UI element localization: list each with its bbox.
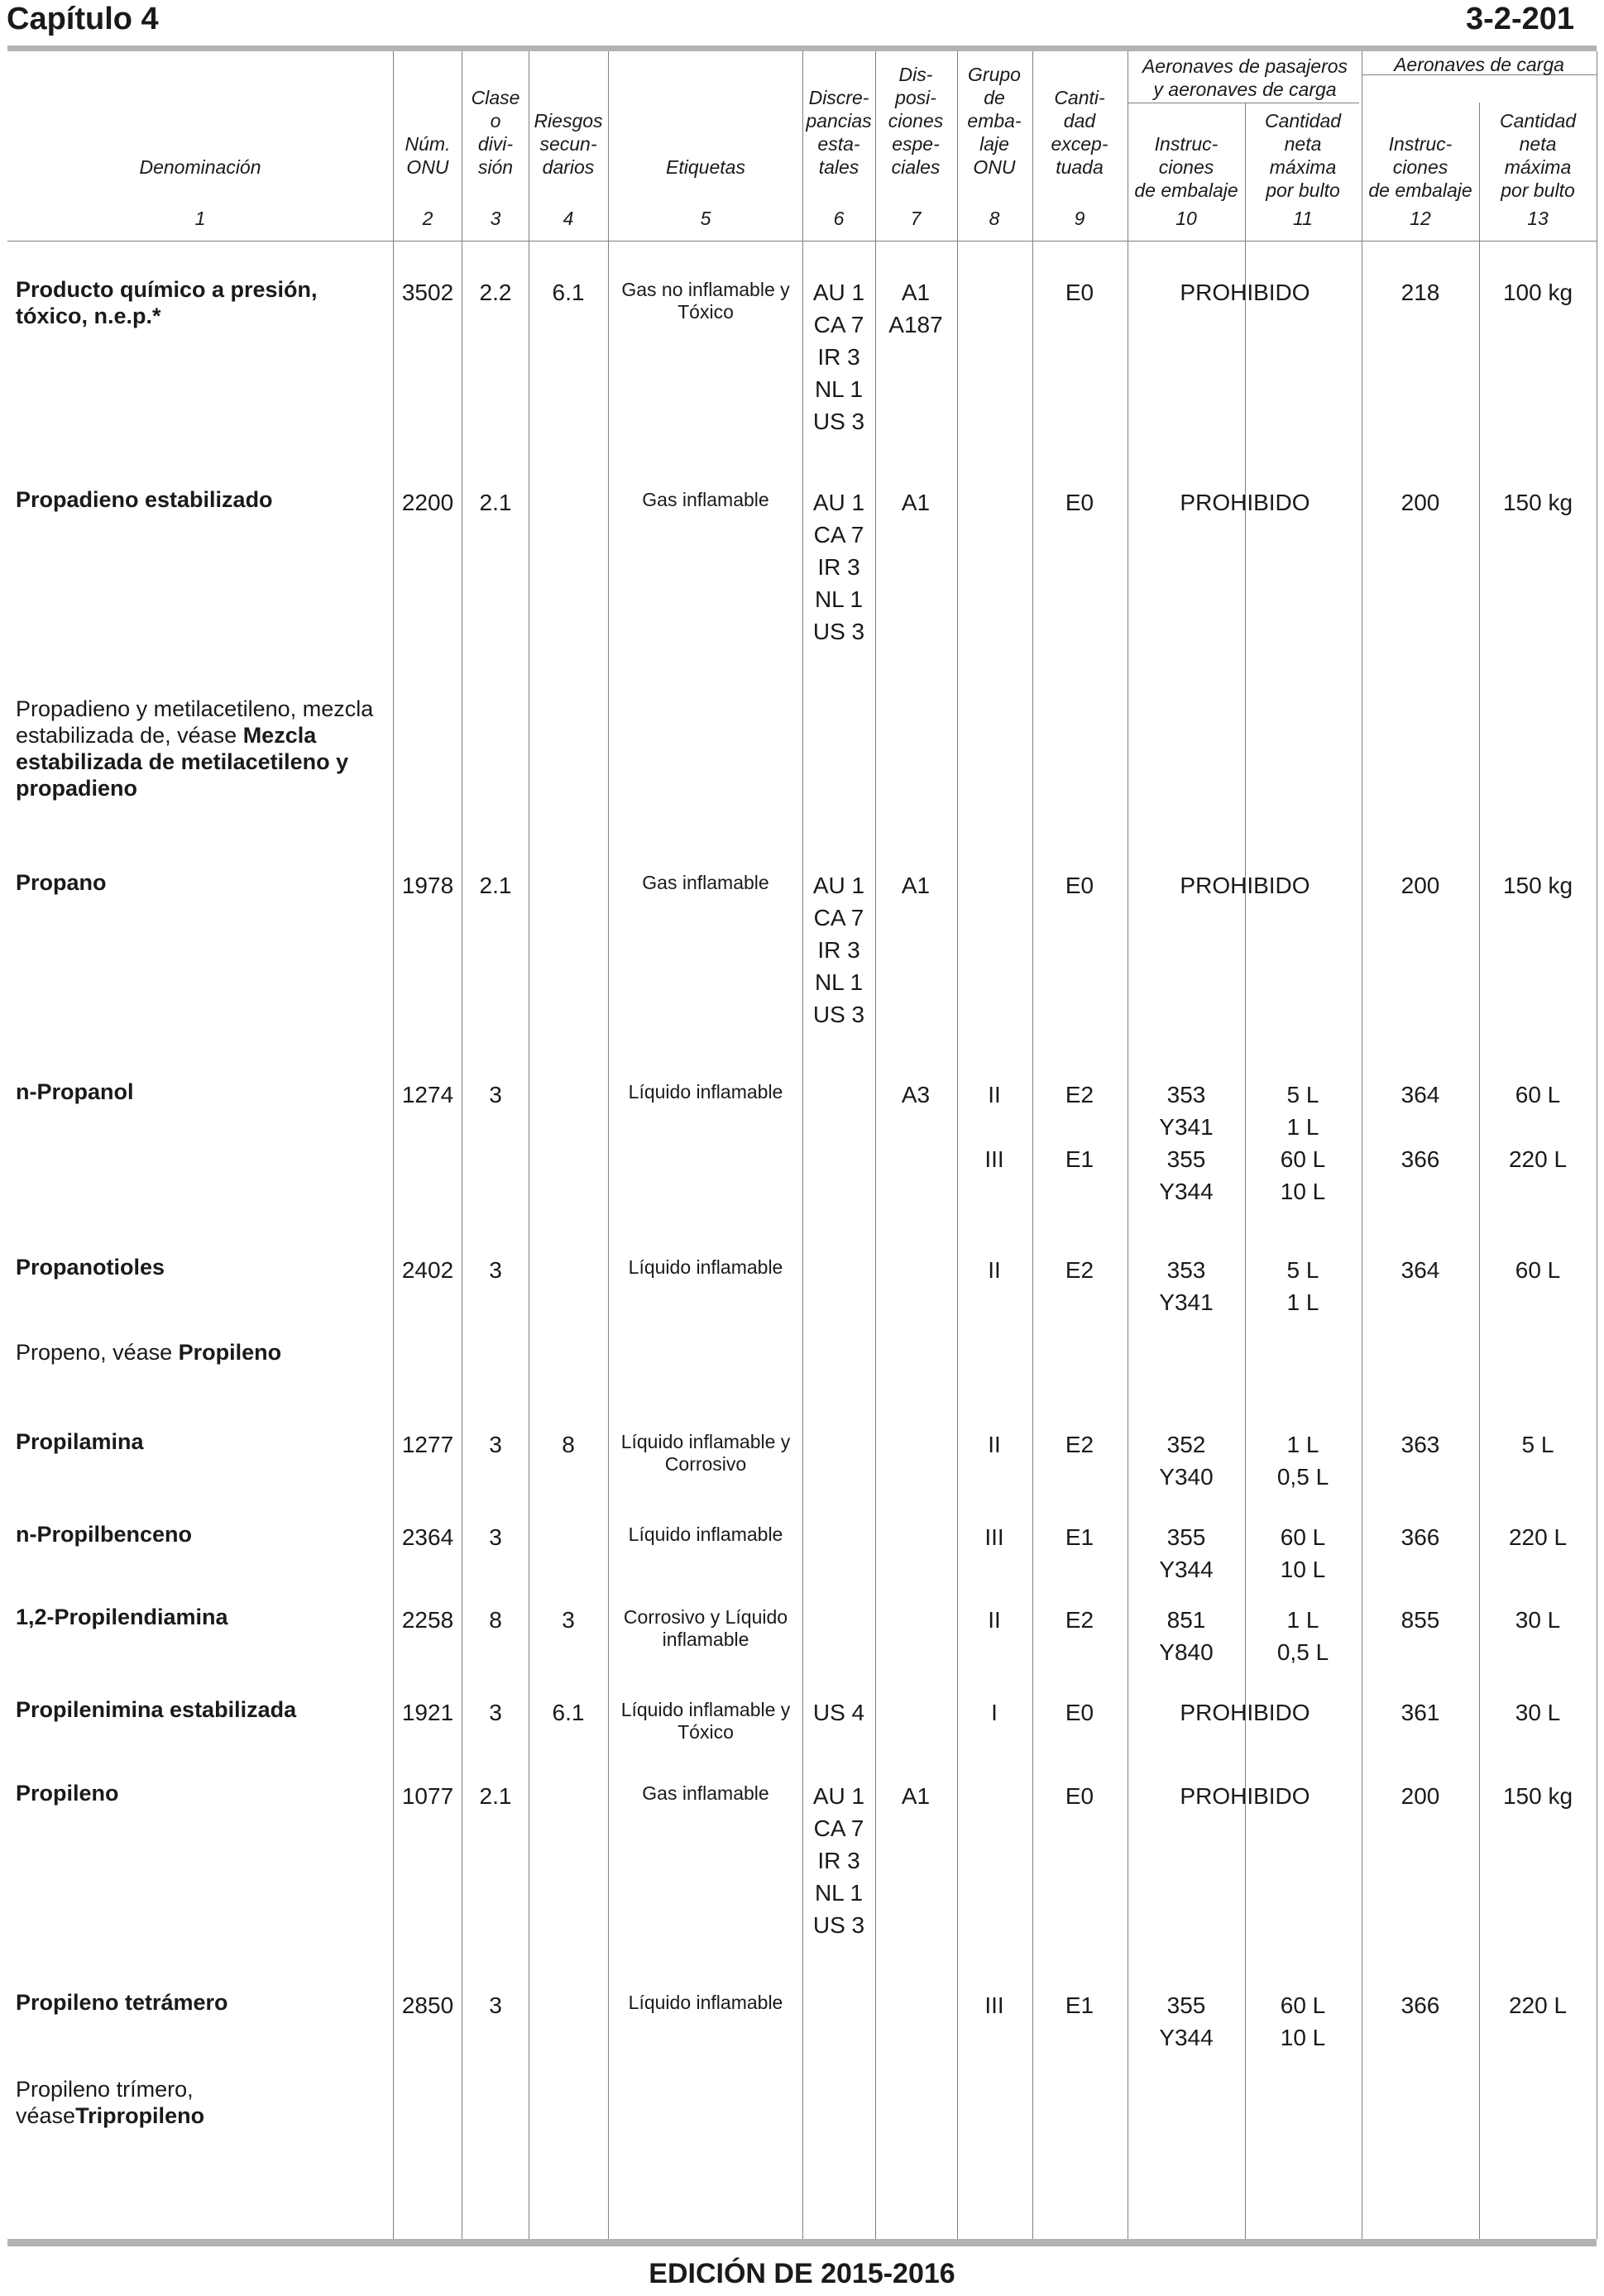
- hazard-label-line: Líquido inflamable: [628, 1256, 783, 1278]
- see-also-text: Propadieno y metilacetileno, mezcla: [16, 696, 374, 721]
- prohibited-status: PROHIBIDO: [1180, 280, 1310, 305]
- cargo-packing-instruction: 364: [1401, 1082, 1440, 1107]
- special-provision: A1: [901, 873, 931, 898]
- header-pax-group-line: Aeronaves de pasajeros: [1142, 55, 1348, 77]
- header-cantidad-exceptuada-line: Canti-: [1054, 87, 1105, 108]
- state-variation: CA 7: [813, 905, 864, 930]
- subsidiary-risk: 6.1: [552, 280, 585, 305]
- header-pax-group: [1142, 55, 1348, 101]
- pax-max-quantity: 5 L: [1286, 1257, 1319, 1283]
- class-division: 2.2: [479, 280, 512, 305]
- header-cantidad-exceptuada-line: dad: [1063, 110, 1096, 132]
- un-number: 2402: [401, 1257, 454, 1283]
- header-cantidad-exceptuada-line: tuada: [1056, 156, 1104, 178]
- substance-name: [16, 869, 388, 896]
- column-divider: [875, 51, 876, 2239]
- header-cargo-group: [1394, 53, 1564, 76]
- see-also-entry: [16, 696, 388, 801]
- class-division: 2.1: [479, 1783, 512, 1809]
- un-number: 1077: [401, 1783, 454, 1809]
- cargo-max-quantity: 60 L: [1515, 1082, 1561, 1107]
- header-clase-line: o: [490, 110, 501, 132]
- state-variation: NL 1: [814, 586, 864, 612]
- state-variation: NL 1: [814, 1880, 864, 1906]
- bottom-rule: [7, 2239, 1597, 2246]
- header-cargo-instrucciones-line: de embalaje: [1368, 179, 1472, 201]
- column-number: 9: [1074, 208, 1085, 229]
- hazard-label: [621, 279, 789, 323]
- special-provision: A187: [888, 312, 943, 337]
- hazard-label-line: Corrosivo: [664, 1453, 747, 1475]
- header-num-onu-line: Núm.: [405, 133, 451, 155]
- state-variation: US 3: [812, 1002, 865, 1027]
- see-also-target: propadieno: [16, 776, 137, 801]
- header-etiquetas-line: Etiquetas: [666, 156, 745, 178]
- packing-group: I: [991, 1700, 998, 1725]
- column-number: 8: [989, 208, 1000, 229]
- header-pax-group-line: y aeronaves de carga: [1153, 79, 1337, 100]
- un-number: 1274: [401, 1082, 454, 1107]
- header-grupo: [967, 63, 1021, 179]
- excepted-quantity: E2: [1065, 1432, 1094, 1457]
- column-divider: [608, 51, 609, 2239]
- see-also-target: Mezcla: [242, 723, 317, 748]
- prohibited-status: PROHIBIDO: [1180, 1783, 1310, 1809]
- subsidiary-risk: 6.1: [552, 1700, 585, 1725]
- state-variation: IR 3: [817, 344, 860, 370]
- excepted-quantity: E0: [1065, 490, 1094, 515]
- class-division: 3: [489, 1432, 502, 1457]
- header-pax-cantidad-line: máxima: [1269, 156, 1337, 178]
- hazard-label-line: Líquido inflamable: [628, 1081, 783, 1103]
- state-variation: IR 3: [817, 554, 860, 580]
- excepted-quantity: E0: [1065, 280, 1094, 305]
- header-disposiciones-line: posi-: [895, 87, 936, 108]
- substance-name: [16, 1254, 388, 1280]
- pax-max-quantity: 1 L: [1286, 1114, 1319, 1140]
- hazard-label: [629, 1256, 783, 1279]
- class-division: 3: [489, 1992, 502, 2018]
- column-divider: [393, 51, 394, 2239]
- pax-max-quantity: 60 L: [1280, 1146, 1326, 1172]
- header-discrepancias: [806, 86, 871, 179]
- pax-packing-instruction: 355: [1166, 1146, 1206, 1172]
- hazard-label-line: Líquido inflamable y: [620, 1431, 791, 1452]
- pax-packing-instruction: Y341: [1159, 1289, 1214, 1315]
- header-num-onu: [405, 132, 451, 179]
- state-variation: AU 1: [812, 873, 865, 898]
- pax-packing-instruction: 355: [1166, 1992, 1206, 2018]
- substance-name: [16, 1521, 388, 1547]
- pax-max-quantity: 10 L: [1280, 1557, 1326, 1582]
- header-discrepancias-line: tales: [818, 156, 859, 178]
- state-variation: CA 7: [813, 1815, 864, 1841]
- cargo-max-quantity: 150 kg: [1502, 873, 1573, 898]
- cargo-packing-instruction: 364: [1401, 1257, 1440, 1283]
- header-riesgos: [534, 109, 602, 179]
- hazard-label: [629, 1081, 783, 1103]
- substance-name-line: 1,2-Propilendiamina: [16, 1605, 228, 1629]
- header-clase-line: sión: [477, 156, 514, 178]
- hazard-label-line: Tóxico: [678, 301, 734, 323]
- cargo-packing-instruction: 363: [1401, 1432, 1440, 1457]
- header-pax-cantidad-line: neta: [1284, 133, 1322, 155]
- see-also-target: Propileno: [178, 1340, 282, 1365]
- excepted-quantity: E0: [1065, 873, 1094, 898]
- substance-name-line: Propilamina: [16, 1429, 144, 1454]
- header-cargo-cantidad-line: máxima: [1504, 156, 1572, 178]
- pax-max-quantity: 10 L: [1280, 2025, 1326, 2050]
- header-pax-instrucciones: [1134, 132, 1238, 202]
- pax-packing-instruction: Y344: [1159, 2025, 1214, 2050]
- excepted-quantity: E1: [1065, 1992, 1094, 2018]
- cargo-max-quantity: 220 L: [1508, 1146, 1568, 1172]
- header-pax-instrucciones-line: ciones: [1158, 156, 1214, 178]
- state-variation: CA 7: [813, 522, 864, 548]
- header-disposiciones-line: espe-: [892, 133, 940, 155]
- pax-max-quantity: 0,5 L: [1276, 1639, 1329, 1665]
- edition-footer: EDICIÓN DE 2015-2016: [649, 2258, 955, 2289]
- column-number: 5: [700, 208, 711, 229]
- pax-max-quantity: 1 L: [1286, 1607, 1319, 1633]
- prohibited-status: PROHIBIDO: [1180, 873, 1310, 898]
- packing-group: II: [988, 1607, 1001, 1633]
- prohibited-status: PROHIBIDO: [1180, 1700, 1310, 1725]
- substance-name: [16, 1428, 388, 1455]
- excepted-quantity: E1: [1065, 1146, 1094, 1172]
- packing-group: II: [988, 1432, 1001, 1457]
- un-number: 1921: [401, 1700, 454, 1725]
- hazard-label: [642, 1782, 768, 1805]
- state-variation: NL 1: [814, 969, 864, 995]
- substance-name-line: Propadieno estabilizado: [16, 487, 273, 512]
- cargo-packing-instruction: 366: [1401, 1992, 1440, 2018]
- column-number: 7: [910, 208, 922, 229]
- cargo-max-quantity: 30 L: [1515, 1700, 1561, 1725]
- header-denominacion-line: Denominación: [139, 156, 261, 178]
- hazard-label-line: Gas no inflamable y: [621, 279, 790, 300]
- excepted-quantity: E2: [1065, 1257, 1094, 1283]
- column-divider: [1245, 103, 1246, 2239]
- see-also-text: estabilizada de, véase: [16, 723, 243, 748]
- column-number: 2: [422, 208, 433, 229]
- pax-packing-instruction: Y340: [1159, 1464, 1214, 1490]
- hazard-label: [629, 1992, 783, 2014]
- header-cantidad-exceptuada: [1051, 86, 1108, 179]
- pax-packing-instruction: 353: [1166, 1257, 1206, 1283]
- un-number: 2364: [401, 1524, 454, 1550]
- column-number: 3: [490, 208, 501, 229]
- un-number: 1277: [401, 1432, 454, 1457]
- packing-group: III: [984, 1992, 1004, 2018]
- cargo-max-quantity: 60 L: [1515, 1257, 1561, 1283]
- state-variation: IR 3: [817, 1848, 860, 1873]
- header-grupo-line: ONU: [973, 156, 1016, 178]
- excepted-quantity: E2: [1065, 1082, 1094, 1107]
- column-number: 12: [1410, 208, 1431, 229]
- pax-max-quantity: 60 L: [1280, 1992, 1326, 2018]
- state-variation: US 3: [812, 619, 865, 644]
- special-provision: A1: [901, 280, 931, 305]
- substance-name-line: n-Propilbenceno: [16, 1522, 193, 1547]
- state-variation: CA 7: [813, 312, 864, 337]
- see-also-target: estabilizada de metilacetileno y: [16, 749, 349, 774]
- excepted-quantity: E0: [1065, 1700, 1094, 1725]
- hazard-label-line: inflamable: [662, 1629, 749, 1650]
- header-riesgos-line: Riesgos: [534, 110, 603, 132]
- hazard-label: [621, 1431, 791, 1476]
- substance-name-line: Propano: [16, 870, 107, 895]
- un-number: 2200: [401, 490, 454, 515]
- special-provision: A1: [901, 490, 931, 515]
- pax-max-quantity: 60 L: [1280, 1524, 1326, 1550]
- substance-name-line: Propanotioles: [16, 1255, 165, 1280]
- header-discrepancias-line: pancias: [806, 110, 872, 132]
- un-number: 2850: [401, 1992, 454, 2018]
- excepted-quantity: E2: [1065, 1607, 1094, 1633]
- un-number: 2258: [401, 1607, 454, 1633]
- hazard-label: [624, 1606, 788, 1651]
- excepted-quantity: E1: [1065, 1524, 1094, 1550]
- header-riesgos-line: secun-: [539, 133, 597, 155]
- hazard-label-line: Gas inflamable: [642, 489, 769, 510]
- cargo-max-quantity: 30 L: [1515, 1607, 1561, 1633]
- header-pax-instrucciones-line: de embalaje: [1134, 179, 1238, 201]
- pax-packing-instruction: 851: [1166, 1607, 1206, 1633]
- header-riesgos-line: darios: [542, 156, 595, 178]
- substance-name: [16, 1989, 388, 2016]
- cargo-packing-instruction: 200: [1401, 490, 1440, 515]
- substance-name: [16, 1780, 388, 1806]
- header-cargo-cantidad: [1500, 109, 1576, 202]
- pax-max-quantity: 1 L: [1286, 1289, 1319, 1315]
- cargo-packing-instruction: 366: [1401, 1524, 1440, 1550]
- state-variation: AU 1: [812, 280, 865, 305]
- substance-name-line: Producto químico a presión,: [16, 277, 318, 302]
- class-division: 8: [489, 1607, 502, 1633]
- class-division: 3: [489, 1524, 502, 1550]
- packing-group: II: [988, 1082, 1001, 1107]
- special-provision: A3: [901, 1082, 931, 1107]
- pax-max-quantity: 0,5 L: [1276, 1464, 1329, 1490]
- pax-packing-instruction: Y344: [1159, 1179, 1214, 1204]
- header-pax-cantidad: [1265, 109, 1341, 202]
- cargo-max-quantity: 150 kg: [1502, 490, 1573, 515]
- header-pax-cantidad-line: Cantidad: [1264, 110, 1342, 132]
- header-disposiciones-line: ciales: [891, 156, 941, 178]
- header-cargo-instrucciones-line: ciones: [1392, 156, 1448, 178]
- substance-name-line: tóxico, n.e.p.*: [16, 304, 161, 328]
- excepted-quantity: E0: [1065, 1783, 1094, 1809]
- hazard-label: [642, 489, 768, 511]
- substance-name-line: Propileno: [16, 1781, 119, 1806]
- column-number: 4: [563, 208, 574, 229]
- pax-packing-instruction: 355: [1166, 1524, 1206, 1550]
- header-grupo-line: de: [984, 87, 1005, 108]
- state-variation: AU 1: [812, 1783, 865, 1809]
- packing-group: II: [988, 1257, 1001, 1283]
- hazard-label: [621, 1699, 791, 1744]
- header-pax-instrucciones-line: Instruc-: [1154, 133, 1219, 155]
- substance-name: [16, 1604, 388, 1630]
- pax-packing-instruction: 352: [1166, 1432, 1206, 1457]
- subsidiary-risk: 8: [562, 1432, 575, 1457]
- header-cargo-cantidad-line: por bulto: [1501, 179, 1575, 201]
- header-disposiciones: [888, 63, 943, 179]
- substance-name-line: Propilenimina estabilizada: [16, 1697, 297, 1722]
- pax-packing-instruction: Y840: [1159, 1639, 1214, 1665]
- class-division: 3: [489, 1257, 502, 1283]
- substance-name: [16, 1696, 388, 1723]
- state-variation: US 4: [812, 1700, 865, 1725]
- hazard-label: [629, 1523, 783, 1546]
- special-provision: A1: [901, 1783, 931, 1809]
- packing-group: III: [984, 1524, 1004, 1550]
- header-disposiciones-line: ciones: [888, 110, 944, 132]
- see-also-text: Propeno, véase: [16, 1340, 179, 1365]
- state-variation: AU 1: [812, 490, 865, 515]
- header-discrepancias-line: esta-: [817, 133, 860, 155]
- page-number: 3-2-201: [1466, 2, 1574, 36]
- cargo-max-quantity: 150 kg: [1502, 1783, 1573, 1809]
- cargo-max-quantity: 5 L: [1521, 1432, 1554, 1457]
- see-also-entry: [16, 1339, 388, 1366]
- prohibited-status: PROHIBIDO: [1180, 490, 1310, 515]
- cargo-packing-instruction: 200: [1401, 873, 1440, 898]
- column-number: 6: [833, 208, 845, 229]
- header-num-onu-line: ONU: [406, 156, 449, 178]
- cargo-max-quantity: 100 kg: [1502, 280, 1573, 305]
- subsidiary-risk: 3: [562, 1607, 575, 1633]
- class-division: 2.1: [479, 490, 512, 515]
- substance-name: [16, 1079, 388, 1105]
- header-cargo-instrucciones-line: Instruc-: [1388, 133, 1453, 155]
- column-divider: [1032, 51, 1033, 2239]
- chapter-title: Capítulo 4: [7, 2, 159, 36]
- cargo-packing-instruction: 218: [1401, 280, 1440, 305]
- header-cargo-instrucciones: [1368, 132, 1472, 202]
- header-cargo-cantidad-line: neta: [1519, 133, 1557, 155]
- header-discrepancias-line: Discre-: [808, 87, 869, 108]
- see-also-text: Propileno trímero, véase: [16, 2077, 194, 2128]
- pax-max-quantity: 5 L: [1286, 1082, 1319, 1107]
- hazard-label-line: Líquido inflamable: [628, 1992, 783, 2013]
- class-division: 3: [489, 1082, 502, 1107]
- pax-max-quantity: 1 L: [1286, 1432, 1319, 1457]
- column-divider: [957, 51, 958, 2239]
- cargo-max-quantity: 220 L: [1508, 1992, 1568, 2018]
- column-number: 10: [1175, 208, 1197, 229]
- state-variation: NL 1: [814, 376, 864, 402]
- state-variation: US 3: [812, 1912, 865, 1938]
- header-clase: [472, 86, 520, 179]
- hazard-label-line: Gas inflamable: [642, 1782, 769, 1804]
- cargo-packing-instruction: 200: [1401, 1783, 1440, 1809]
- header-etiquetas: [666, 155, 745, 179]
- header-cargo-group-line: Aeronaves de carga: [1394, 54, 1564, 75]
- cargo-packing-instruction: 361: [1401, 1700, 1440, 1725]
- see-also-entry: [16, 2076, 388, 2129]
- packing-group: III: [984, 1146, 1004, 1172]
- hazard-label-line: Tóxico: [678, 1721, 734, 1743]
- pax-max-quantity: 10 L: [1280, 1179, 1326, 1204]
- pax-packing-instruction: Y341: [1159, 1114, 1214, 1140]
- column-number: 11: [1293, 208, 1313, 229]
- cargo-packing-instruction: 366: [1401, 1146, 1440, 1172]
- state-variation: US 3: [812, 409, 865, 434]
- cargo-packing-instruction: 855: [1401, 1607, 1440, 1633]
- column-number: 13: [1527, 208, 1549, 229]
- state-variation: IR 3: [817, 937, 860, 963]
- substance-name: [16, 486, 388, 513]
- header-grupo-line: laje: [979, 133, 1009, 155]
- column-number: 1: [194, 208, 206, 229]
- header-pax-cantidad-line: por bulto: [1266, 179, 1340, 201]
- class-division: 3: [489, 1700, 502, 1725]
- hazard-label-line: Líquido inflamable y: [620, 1699, 791, 1720]
- header-cantidad-exceptuada-line: excep-: [1051, 133, 1108, 155]
- column-divider: [1479, 103, 1480, 2239]
- substance-name: [16, 276, 388, 329]
- un-number: 3502: [401, 280, 454, 305]
- hazard-label-line: Líquido inflamable: [628, 1523, 783, 1545]
- header-grupo-line: emba-: [967, 110, 1022, 132]
- hazard-label-line: Gas inflamable: [642, 872, 769, 893]
- see-also-target: Tripropileno: [75, 2103, 205, 2128]
- un-number: 1978: [401, 873, 454, 898]
- header-cargo-cantidad-line: Cantidad: [1499, 110, 1577, 132]
- class-division: 2.1: [479, 873, 512, 898]
- cargo-max-quantity: 220 L: [1508, 1524, 1568, 1550]
- substance-name-line: Propileno tetrámero: [16, 1990, 228, 2015]
- hazard-label-line: Corrosivo y Líquido: [623, 1606, 788, 1628]
- header-denominacion: [139, 155, 261, 179]
- hazard-label: [642, 872, 768, 894]
- header-grupo-line: Grupo: [968, 64, 1021, 85]
- header-clase-line: divi-: [477, 133, 514, 155]
- header-disposiciones-line: Dis-: [898, 64, 933, 85]
- top-rule: [7, 45, 1597, 51]
- pax-packing-instruction: 353: [1166, 1082, 1206, 1107]
- pax-packing-instruction: Y344: [1159, 1557, 1214, 1582]
- column-divider: [802, 51, 803, 2239]
- substance-name-line: n-Propanol: [16, 1079, 134, 1104]
- header-clase-line: Clase: [471, 87, 520, 108]
